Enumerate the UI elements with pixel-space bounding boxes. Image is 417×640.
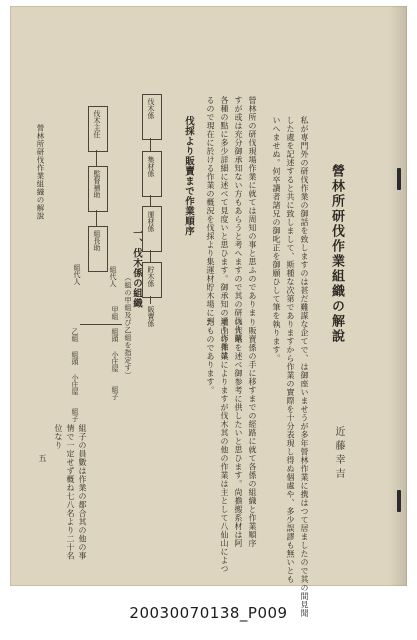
chart-connector	[80, 324, 122, 325]
chart-label-head: 組頭	[111, 328, 119, 342]
page-number: 五	[38, 454, 47, 463]
body-line-2: した處を記述すると共に致しまして、斯種な次第でありますから作業の實際を十分表現し得ぬ個處や、多少誤謬も無いとも	[286, 116, 295, 584]
chart-label-agent: 組代人	[109, 266, 117, 287]
chart-connector	[150, 138, 151, 151]
body-line-3: いへませぬ。何卒讀者諸兄の御叱正を御願ひして筆を執ります。	[272, 116, 281, 363]
chart-label-collecting: 集材係	[147, 156, 155, 177]
chart-connector	[150, 250, 151, 262]
section-heading-logging: 一、伐木係の組織	[131, 228, 142, 308]
chart-label-member: 組子	[111, 386, 119, 400]
chart-label-assistant: 組長助	[93, 230, 101, 251]
chart-connector	[150, 296, 151, 304]
body-line-10: 里山の作業によりますが伐木其の他の作業は主として八仙山によつ	[220, 318, 229, 573]
chart-connector	[96, 150, 97, 166]
chart-connector	[96, 210, 97, 226]
chart-label-chief: 伐木主任	[93, 110, 101, 138]
body-line-4: 營林所の研伐現場作業に就ては周知の事と思ふのでありま	[248, 96, 257, 317]
footer-note: 組子の員數は作業の都合其の他の事情で一定せず概ね七八名より二十名位なり	[54, 424, 87, 560]
section-heading-order: 伐採より販賣まで作業順序	[183, 116, 194, 236]
body-line-11: たものであります。	[206, 318, 215, 395]
image-caption: 20030070138_P009	[129, 604, 288, 622]
chart-label-member-b: 組子	[71, 408, 79, 422]
body-line-7: るので現在に於ける作業の概況を伐採より集運材貯木場に到	[206, 96, 215, 326]
chart-label-foreman-b: 小庄屋	[71, 374, 79, 395]
chart-label-agent-left: 組代人	[73, 264, 81, 285]
body-line-8: り販賣係の手に移すまでの經路に就て各係の組織と作業順序	[248, 318, 257, 548]
chart-label-group-a: 甲組	[111, 306, 119, 320]
chart-label-storage: 貯木係	[147, 266, 155, 287]
section-subnote: （組の甲組及び乙組を指定す）	[124, 274, 132, 379]
author-name: 近藤幸吉	[333, 426, 344, 482]
chart-label-transport: 運材係	[147, 211, 155, 232]
body-line-9: の大略を述べ御参考に供したいと思ひます。尙擔搬系材は阿	[234, 318, 243, 548]
body-line-1: 私が専門外の研伐作業の御話を致しますのは甚だ難謀な企てで、は御座いませうが多年營林作業に携はつて居ましたので其の間見聞	[300, 116, 309, 618]
chart-label-logging: 伐木係	[147, 98, 155, 119]
binding-staple	[397, 490, 401, 512]
binding-staple	[397, 168, 401, 190]
chart-label-supervisor: 監督補助	[93, 170, 101, 198]
chart-label-sales: 販賣係	[147, 306, 155, 327]
body-line-6: 各種の點に多少詳細に述べて見度いと思ひます。御承知の通り作業は	[220, 96, 229, 360]
body-line-5: すが或は充分御承知ない方もあらうと考へますので其の研伐作業	[234, 96, 243, 343]
running-title: 營林所研伐作業組織の解說	[36, 124, 45, 220]
article-title: 營林所研伐作業組織の解說	[329, 164, 344, 344]
chart-label-foreman: 小庄屋	[111, 351, 119, 372]
chart-label-head-b: 組頭	[71, 351, 79, 365]
chart-connector	[150, 195, 151, 206]
chart-label-group-b: 乙組	[71, 328, 79, 342]
